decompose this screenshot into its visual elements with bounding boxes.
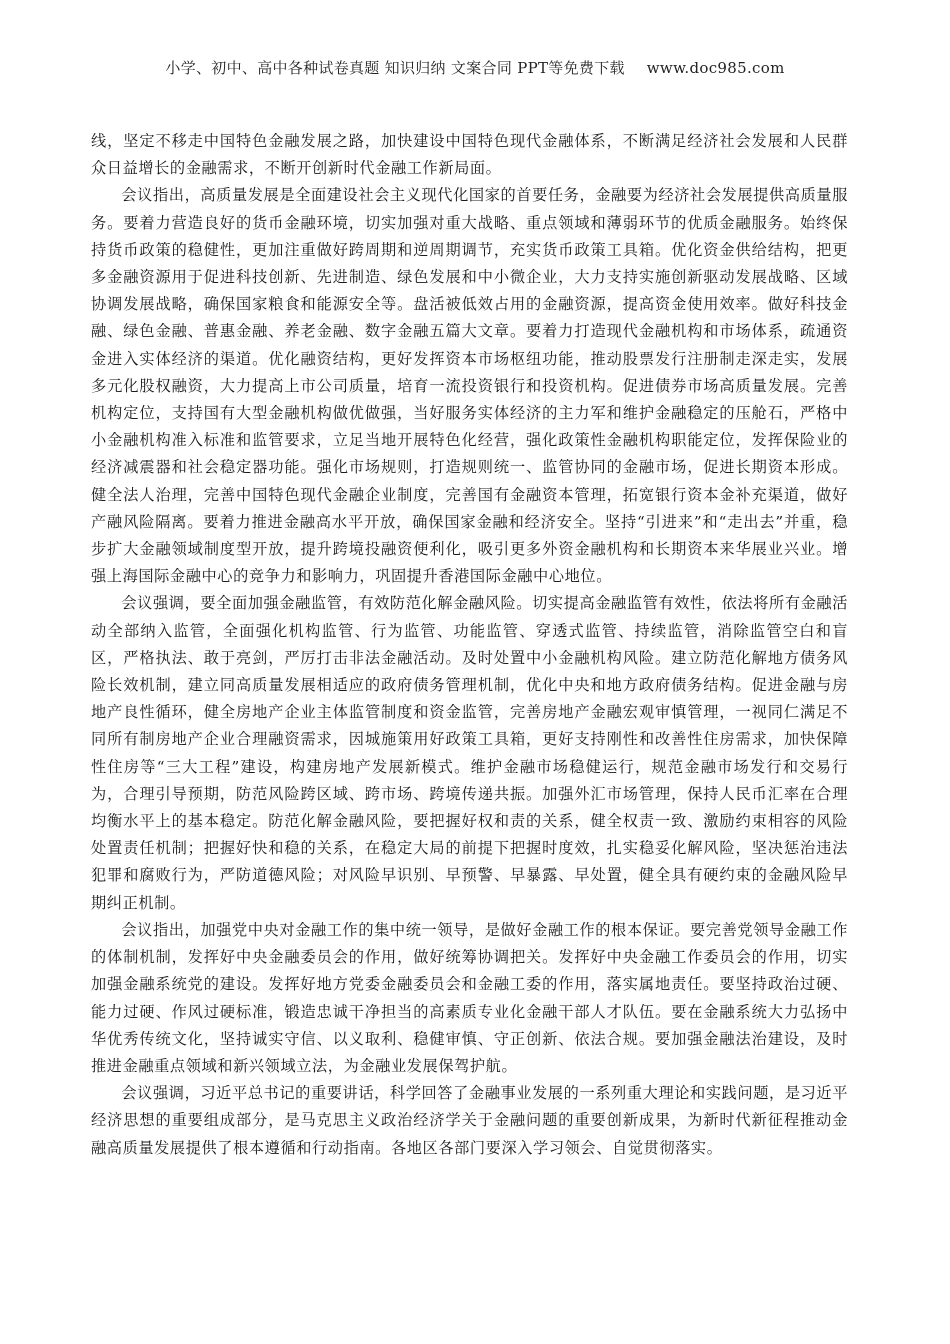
paragraph: 会议指出，加强党中央对金融工作的集中统一领导，是做好金融工作的根本保证。要完善党领导金融工作的体制机制，发挥好中央金融委员会的作用，做好统筹协调把关。发挥好中央金融工作委员会的作用，切实加强金融系统党的建设。发挥好地方党委金融委员会和金融工委的作用，落实属地责任。要坚持政治过硬、能力过硬、作风过硬标准，锻造忠诚干净担当的高素质专业化金融干部人才队伍。要在金融系统大力弘扬中华优秀传统文化，坚持诚实守信、以义取利、稳健审慎、守正创新、依法合规。要加强金融法治建设，及时推进金融重点领域和新兴领域立法，为金融业发展保驾护航。 [91, 920, 848, 1075]
paragraph: 会议强调，习近平总书记的重要讲话，科学回答了金融事业发展的一系列重大理论和实践问题，是习近平经济思想的重要组成部分，是马克思主义政治经济学关于金融问题的重要创新成果，为新时代新征程推动金融高质量发展提供了根本遵循和行动指南。各地区各部门要深入学习领会、自觉贯彻落实。 [91, 1084, 848, 1157]
header-url[interactable]: www.doc985.com [646, 59, 785, 77]
paragraph: 会议强调，要全面加强金融监管，有效防范化解金融风险。切实提高金融监管有效性，依法将所有金融活动全部纳入监管，全面强化机构监管、行为监管、功能监管、穿透式监管、持续监管，消除监管空白和盲区，严格执法、敢于亮剑，严厉打击非法金融活动。及时处置中小金融机构风险。建立防范化解地方债务风险长效机制，建立同高质量发展相适应的政府债务管理机制，优化中央和地方政府债务结构。促进金融与房地产良性循环，健全房地产企业主体监管制度和资金监管，完善房地产金融宏观审慎管理，一视同仁满足不同所有制房地产企业合理融资需求，因城施策用好政策工具箱，更好支持刚性和改善性住房需求，加快保障性住房等“三大工程”建设，构建房地产发展新模式。维护金融市场稳健运行，规范金融市场发行和交易行为，合理引导预期，防范风险跨区域、跨市场、跨境传递共振。加强外汇市场管理，保持人民币汇率在合理均衡水平上的基本稳定。防范化解金融风险，要把握好权和责的关系，健全权责一致、激励约束相容的风险处置责任机制；把握好快和稳的关系，在稳定大局的前提下把握时度效，扎实稳妥化解风险，坚决惩治违法犯罪和腐败行为，严防道德风险；对风险早识别、早预警、早暴露、早处置，健全具有硬约束的金融风险早期纠正机制。 [91, 594, 848, 912]
paragraph-continued: 线，坚定不移走中国特色金融发展之路，加快建设中国特色现代金融体系，不断满足经济社会发展和人民群众日益增长的金融需求，不断开创新时代金融工作新局面。 [91, 132, 848, 178]
paragraph: 会议指出，高质量发展是全面建设社会主义现代化国家的首要任务，金融要为经济社会发展提供高质量服务。要着力营造良好的货币金融环境，切实加强对重大战略、重点领域和薄弱环节的优质金融服务。始终保持货币政策的稳健性，更加注重做好跨周期和逆周期调节，充实货币政策工具箱。优化资金供给结构，把更多金融资源用于促进科技创新、先进制造、绿色发展和中小微企业，大力支持实施创新驱动发展战略、区域协调发展战略，确保国家粮食和能源安全等。盘活被低效占用的金融资源，提高资金使用效率。做好科技金融、绿色金融、普惠金融、养老金融、数字金融五篇大文章。要着力打造现代金融机构和市场体系，疏通资金进入实体经济的渠道。优化融资结构，更好发挥资本市场枢纽功能，推动股票发行注册制走深走实，发展多元化股权融资，大力提高上市公司质量，培育一流投资银行和投资机构。促进债券市场高质量发展。完善机构定位，支持国有大型金融机构做优做强，当好服务实体经济的主力军和维护金融稳定的压舱石，严格中小金融机构准入标准和监管要求，立足当地开展特色化经营，强化政策性金融机构职能定位，发挥保险业的经济减震器和社会稳定器功能。强化市场规则，打造规则统一、监管协同的金融市场，促进长期资本形成。健全法人治理，完善中国特色现代金融企业制度，完善国有金融资本管理，拓宽银行资本金补充渠道，做好产融风险隔离。要着力推进金融高水平开放，确保国家金融和经济安全。坚持“引进来”和“走出去”并重，稳步扩大金融领域制度型开放，提升跨境投融资便利化，吸引更多外资金融机构和长期资本来华展业兴业。增强上海国际金融中心的竞争力和影响力，巩固提升香港国际金融中心地位。 [91, 186, 848, 586]
page-header [0, 57, 950, 78]
header-text: 小学、初中、高中各种试卷真题 知识归纳 文案合同 PPT等免费下载 [165, 59, 625, 77]
document-body [91, 128, 848, 1162]
